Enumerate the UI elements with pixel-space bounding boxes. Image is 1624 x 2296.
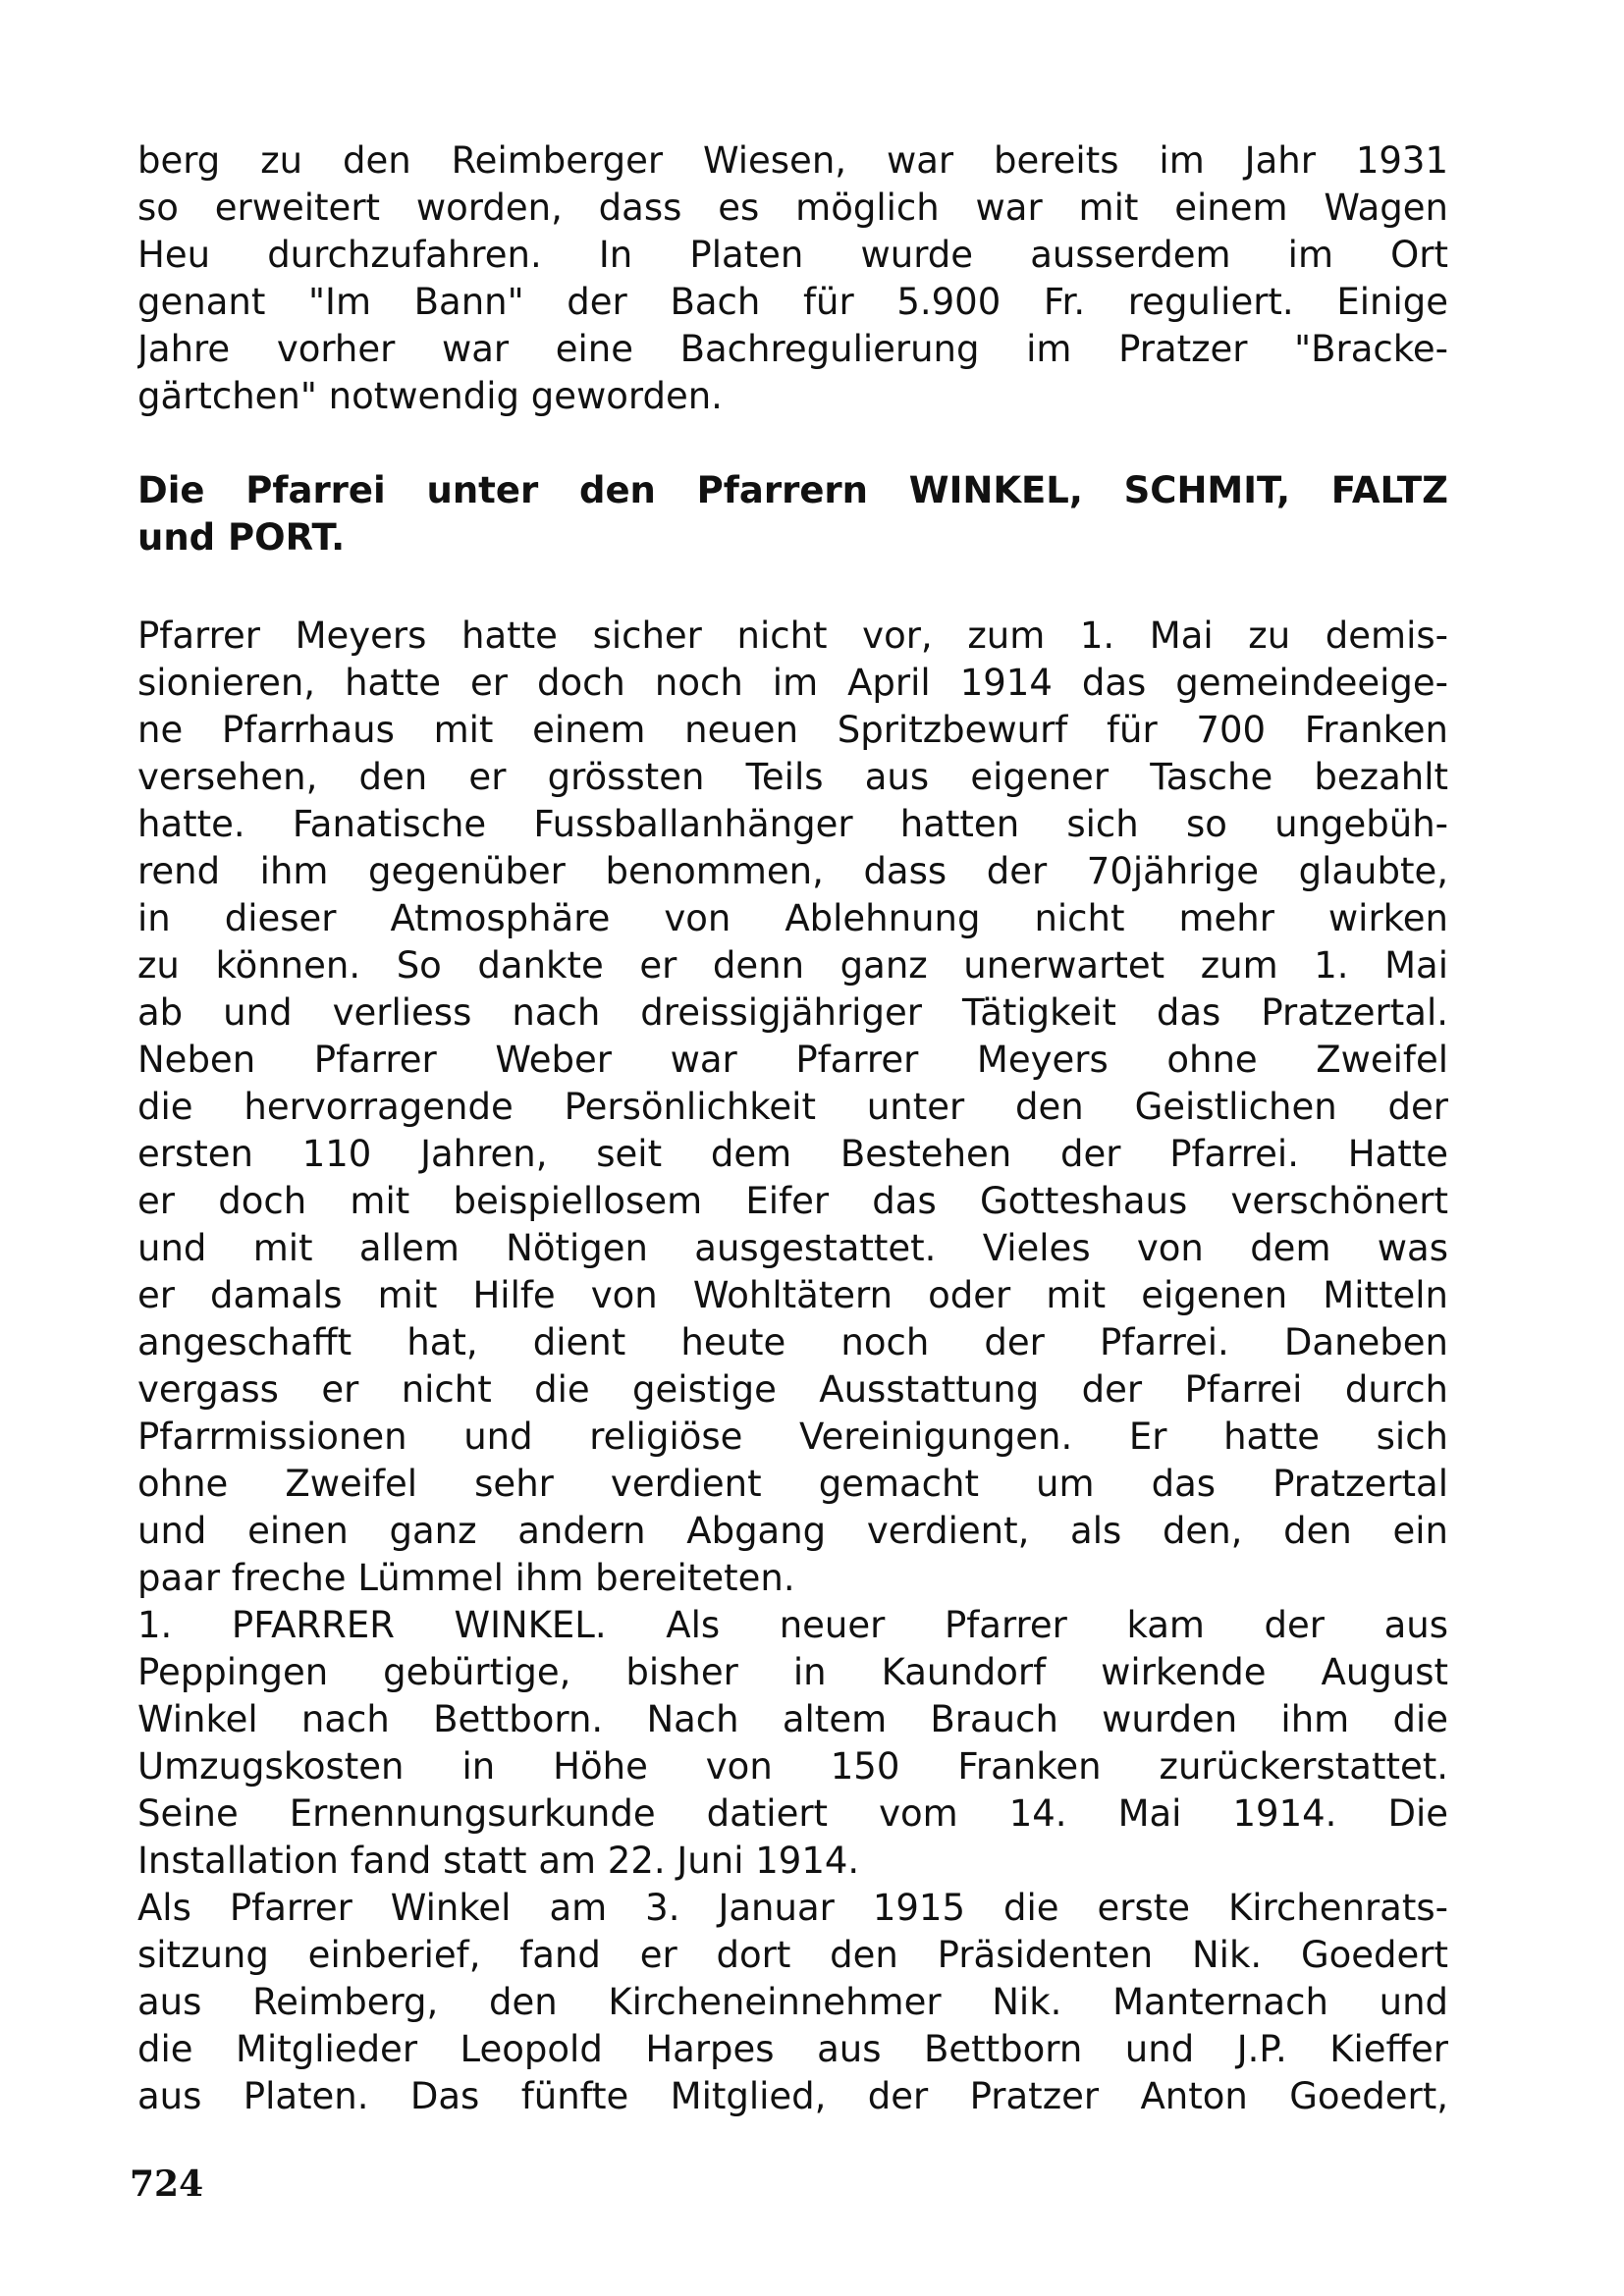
text-line: er damals mit Hilfe von Wohltätern oder mit eigenen Mitteln — [137, 1274, 1448, 1316]
text-line: berg zu den Reimberger Wiesen, war bereits im Jahr 1931 — [137, 139, 1448, 182]
text-line: genant "Im Bann" der Bach für 5.900 Fr. reguliert. Einige — [137, 281, 1448, 323]
text-line: Pfarrmissionen und religiöse Vereinigungen. Er hatte sich — [137, 1415, 1448, 1458]
text-line: vergass er nicht die geistige Ausstattung der Pfarrei durch — [137, 1368, 1448, 1411]
text-line: und mit allem Nötigen ausgestattet. Vieles von dem was — [137, 1227, 1448, 1269]
text-line: ab und verliess nach dreissigjähriger Tätigkeit das Pratzertal. — [137, 991, 1448, 1034]
text-line: so erweitert worden, dass es möglich war mit einem Wagen — [137, 187, 1448, 229]
text-line: Jahre vorher war eine Bachregulierung im Pratzer "Bracke- — [137, 328, 1448, 370]
text-line: aus Reimberg, den Kircheneinnehmer Nik. Manternach und — [137, 1981, 1448, 2023]
text-line: die Mitglieder Leopold Harpes aus Bettborn und J.P. Kieffer — [137, 2028, 1448, 2070]
text-line: Neben Pfarrer Weber war Pfarrer Meyers ohne Zweifel — [137, 1039, 1448, 1081]
text-line: Peppingen gebürtige, bisher in Kaundorf wirkende August — [137, 1651, 1448, 1693]
text-line: Installation fand statt am 22. Juni 1914. — [137, 1840, 860, 1882]
page-number: 724 — [130, 2163, 204, 2205]
text-line: hatte. Fanatische Fussballanhänger hatten sich so ungebüh- — [137, 803, 1448, 845]
text-line: in dieser Atmosphäre von Ablehnung nicht mehr wirken — [137, 897, 1448, 939]
text-line: 1. PFARRER WINKEL. Als neuer Pfarrer kam der aus — [137, 1604, 1448, 1646]
text-line: und einen ganz andern Abgang verdient, als den, den ein — [137, 1510, 1448, 1552]
text-line: zu können. So dankte er denn ganz unerwartet zum 1. Mai — [137, 944, 1448, 987]
text-line: ne Pfarrhaus mit einem neuen Spritzbewurf für 700 Franken — [137, 709, 1448, 751]
section-heading: Die Pfarrei unter den Pfarrern WINKEL, SCHMIT, FALTZ — [137, 469, 1448, 511]
text-line: Winkel nach Bettborn. Nach altem Brauch wurden ihm die — [137, 1698, 1448, 1740]
text-line: Umzugskosten in Höhe von 150 Franken zurückerstattet. — [137, 1745, 1448, 1788]
text-line: paar freche Lümmel ihm bereiteten. — [137, 1557, 795, 1599]
text-line: die hervorragende Persönlichkeit unter den Geistlichen der — [137, 1086, 1448, 1128]
text-line: sionieren, hatte er doch noch im April 1914 das gemeindeeige- — [137, 662, 1448, 704]
text-line: gärtchen" notwendig geworden. — [137, 375, 723, 417]
section-heading: und PORT. — [137, 516, 346, 559]
text-line: Pfarrer Meyers hatte sicher nicht vor, zum 1. Mai zu demis- — [137, 614, 1448, 657]
text-line: Heu durchzufahren. In Platen wurde ausserdem im Ort — [137, 234, 1448, 276]
text-line: aus Platen. Das fünfte Mitglied, der Pratzer Anton Goedert, — [137, 2075, 1448, 2117]
text-line: angeschafft hat, dient heute noch der Pfarrei. Daneben — [137, 1321, 1448, 1363]
text-line: Als Pfarrer Winkel am 3. Januar 1915 die erste Kirchenrats- — [137, 1887, 1448, 1929]
text-line: rend ihm gegenüber benommen, dass der 70jährige glaubte, — [137, 850, 1448, 892]
text-line: er doch mit beispiellosem Eifer das Gotteshaus verschönert — [137, 1180, 1448, 1222]
text-line: Seine Ernennungsurkunde datiert vom 14. Mai 1914. Die — [137, 1792, 1448, 1835]
text-line: ohne Zweifel sehr verdient gemacht um das Pratzertal — [137, 1463, 1448, 1505]
text-line: sitzung einberief, fand er dort den Präsidenten Nik. Goedert — [137, 1934, 1448, 1976]
text-line: versehen, den er grössten Teils aus eigener Tasche bezahlt — [137, 756, 1448, 798]
text-line: ersten 110 Jahren, seit dem Bestehen der Pfarrei. Hatte — [137, 1133, 1448, 1175]
